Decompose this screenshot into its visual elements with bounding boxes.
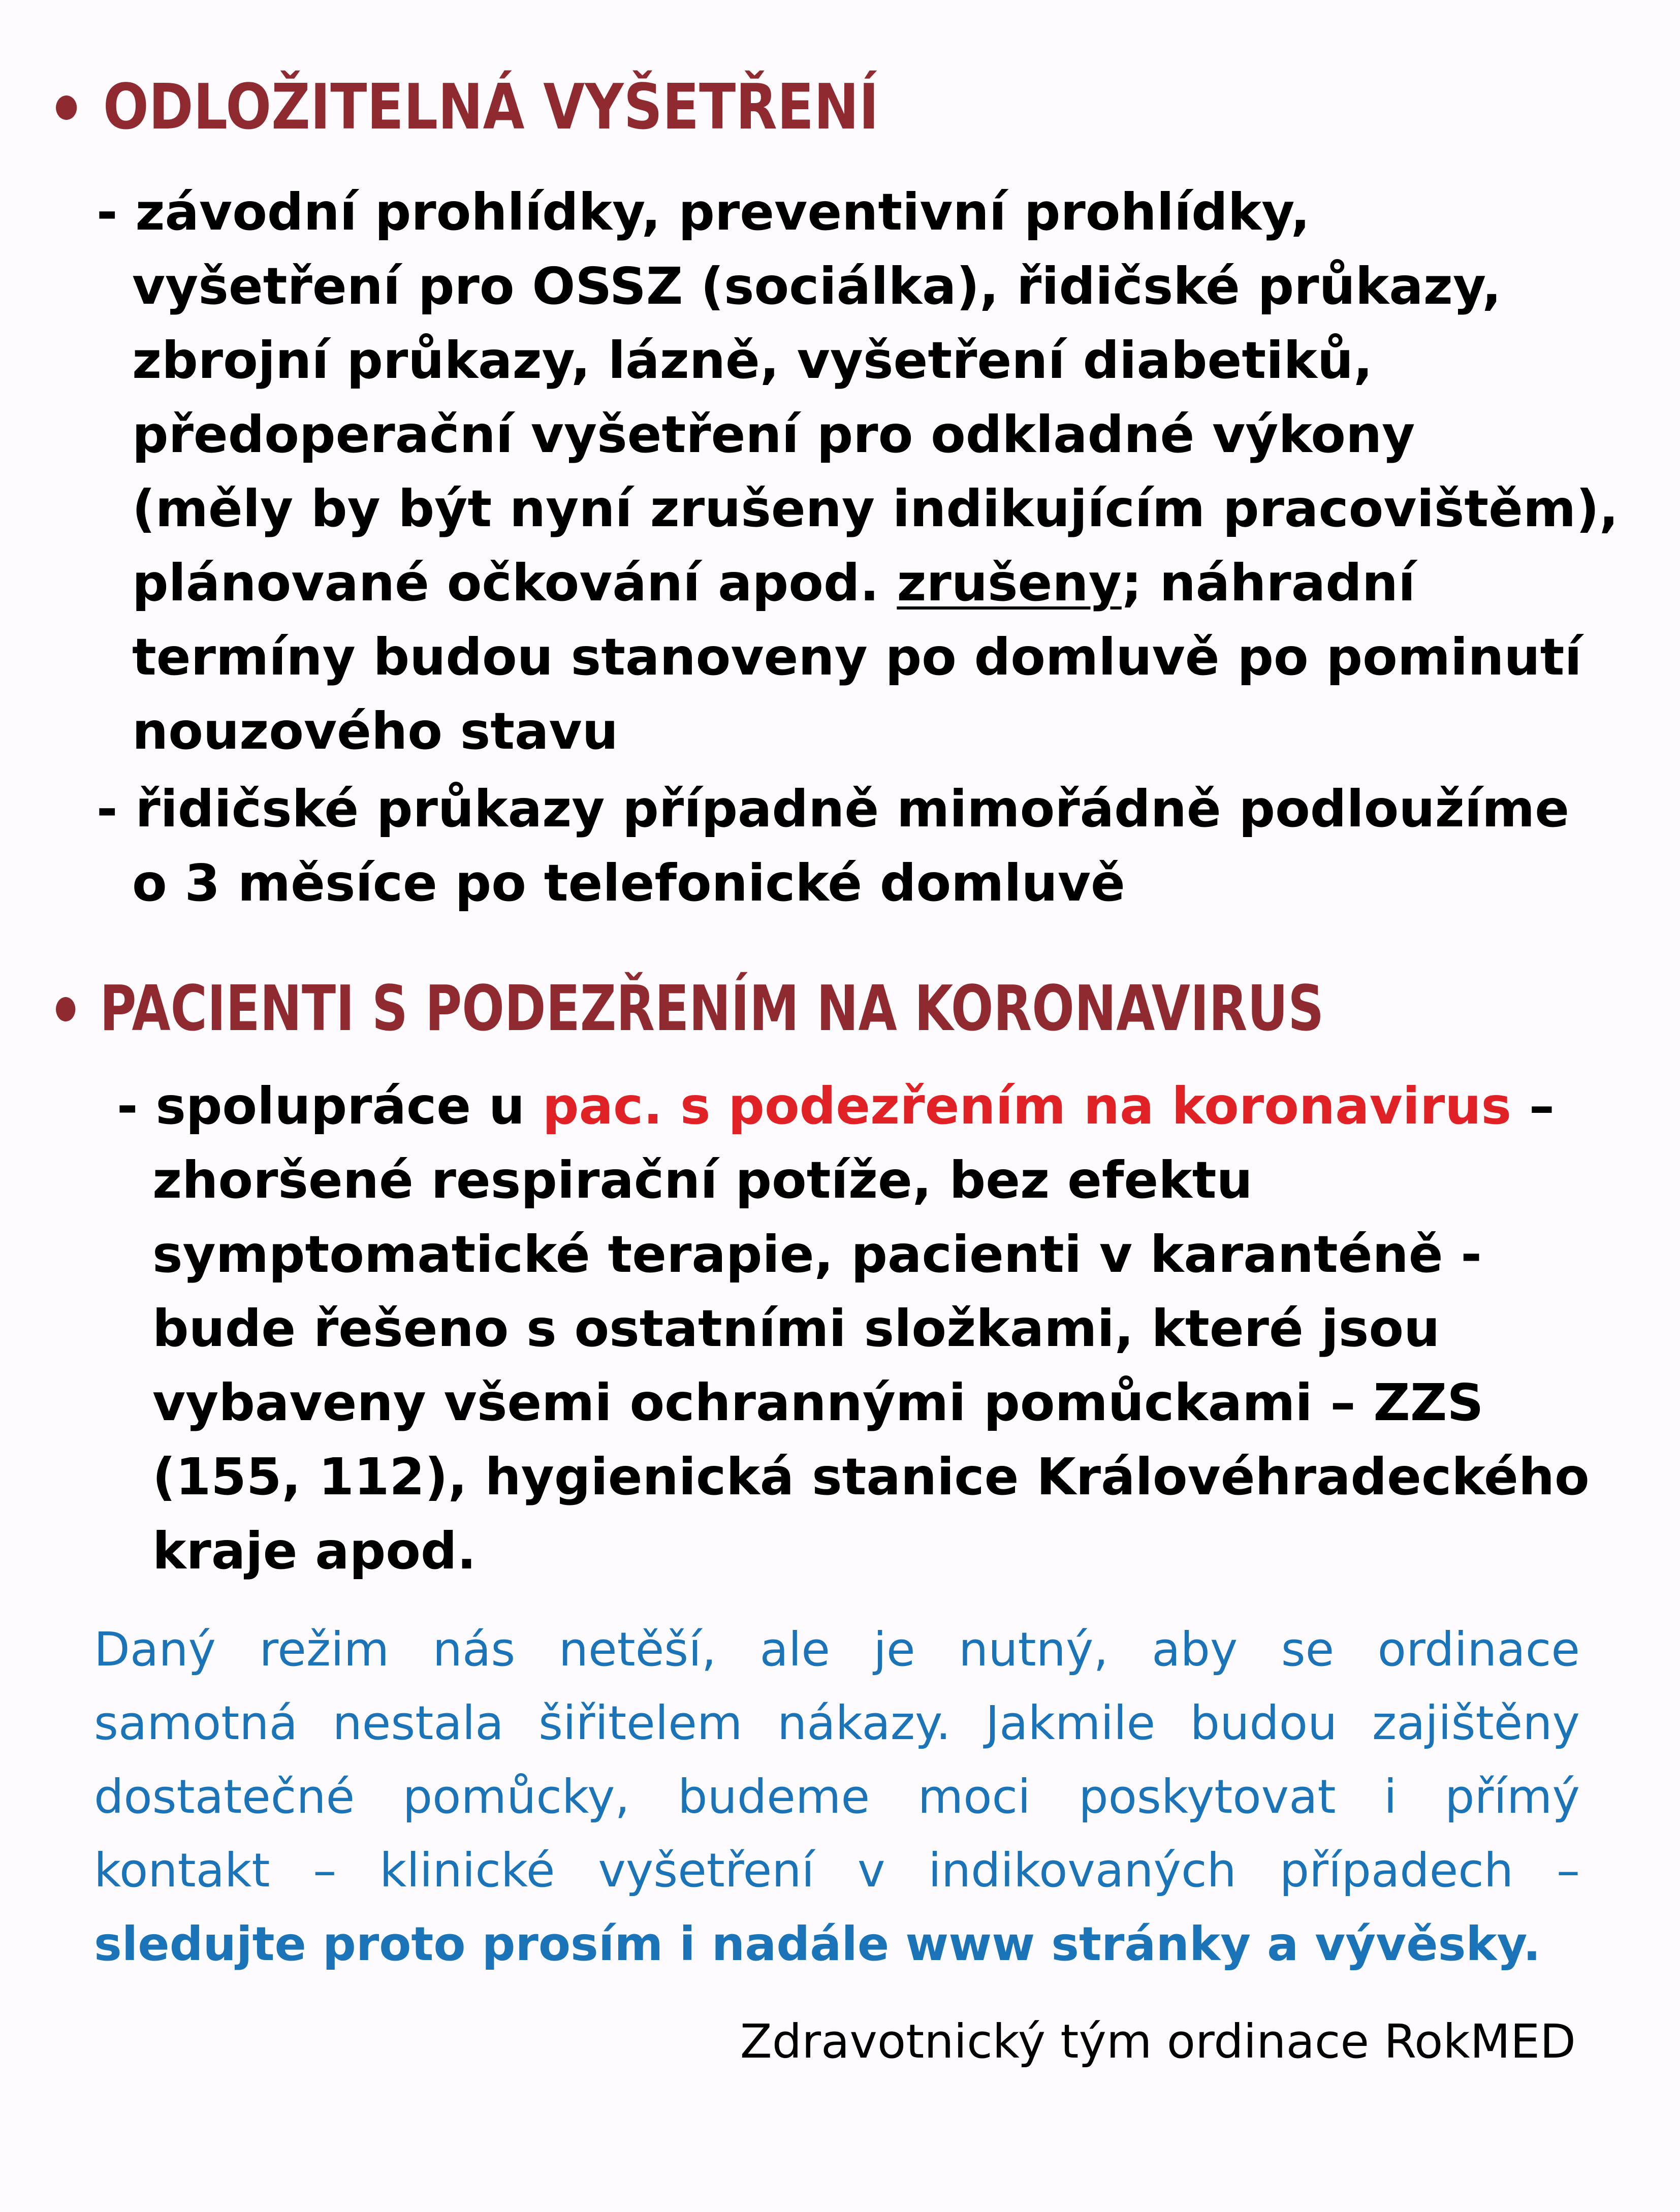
text-line: vyšetření pro OSSZ (sociálka), řidičské průkazy, — [132, 257, 1502, 316]
text-fragment: ; náhradní — [1121, 553, 1416, 613]
notice-line: kontakt – klinické vyšetření v indikovaných případech – — [94, 1843, 1580, 1898]
text-line: (155, 112), hygienická stanice Královéhradeckého — [152, 1447, 1590, 1506]
section-heading-text: ODLOŽITELNÁ VYŠETŘENÍ — [103, 71, 879, 144]
bullet-icon — [56, 95, 77, 120]
text-fragment: – — [1511, 1076, 1555, 1136]
text-line: zbrojní průkazy, lázně, vyšetření diabetiků, — [132, 331, 1373, 390]
text-fragment: plánované očkování apod. — [132, 553, 897, 613]
text-fragment: - spolupráce u — [117, 1076, 543, 1136]
text-line: vybaveny všemi ochrannými pomůckami – ZZS — [152, 1373, 1484, 1432]
highlighted-phrase: pac. s podezřením na koronavirus — [542, 1076, 1512, 1136]
text-line: - řidičské průkazy případně mimořádně podloužíme — [97, 779, 1570, 839]
notice-line-bold: sledujte proto prosím i nadále www stránky a vývěsky. — [94, 1917, 1541, 1971]
section-heading-deferrable-exams — [56, 71, 879, 144]
text-line: (měly by být nyní zrušeny indikujícím pracovištěm), — [132, 479, 1619, 538]
drivers-license-list-item — [97, 772, 1569, 920]
text-line: symptomatické terapie, pacienti v karanténě - — [152, 1225, 1482, 1284]
section-heading-text: PACIENTI S PODEZŘENÍM NA KORONAVIRUS — [100, 973, 1324, 1045]
notice-line: samotná nestala šiřitelem nákazy. Jakmile budou zajištěny — [94, 1696, 1580, 1750]
text-line: předoperační vyšetření pro odkladné výkony — [132, 405, 1415, 464]
text-line: bude řešeno s ostatními složkami, které jsou — [152, 1299, 1440, 1358]
deferred-exams-list-item — [97, 175, 1619, 768]
text-line: nouzového stavu — [132, 701, 618, 761]
underlined-word: zrušeny — [897, 553, 1122, 613]
bullet-icon — [56, 997, 75, 1021]
notice-line: Daný režim nás netěší, ale je nutný, aby se ordinace — [94, 1622, 1580, 1677]
text-line: zhoršené respirační potíže, bez efektu — [152, 1150, 1253, 1210]
text-line: o 3 měsíce po telefonické domluvě — [132, 853, 1125, 913]
section-heading-coronavirus-suspects — [56, 973, 1324, 1045]
signature: Zdravotnický tým ordinace RokMED — [740, 2014, 1576, 2069]
text-line: termíny budou stanoveny po domluvě po pominutí — [132, 627, 1582, 687]
text-line: - závodní prohlídky, preventivní prohlídky, — [97, 182, 1310, 242]
notice-paragraph — [94, 1613, 1580, 1981]
notice-line: dostatečné pomůcky, budeme moci poskytovat i přímý — [94, 1770, 1580, 1824]
text-line — [97, 546, 1619, 620]
text-line — [117, 1069, 1590, 1143]
coronavirus-cooperation-list-item — [117, 1069, 1590, 1588]
text-line: kraje apod. — [152, 1521, 477, 1581]
